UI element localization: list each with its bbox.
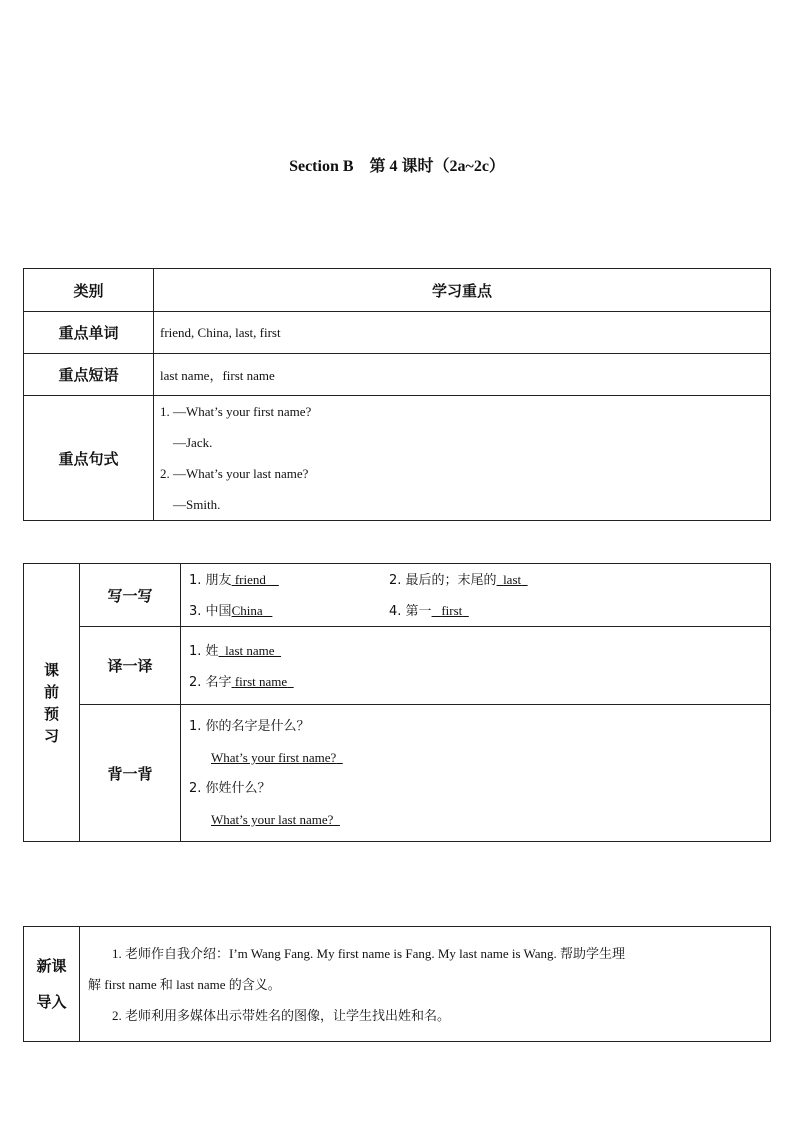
answer-text: first xyxy=(441,603,463,618)
section-label-translate: 译一译 xyxy=(80,627,181,705)
table-row xyxy=(24,564,771,627)
list-item xyxy=(189,804,770,835)
table-row xyxy=(24,627,771,705)
intro-paragraph: 1. 老师作自我介绍：I’m Wang Fang. My first name is Fang. My last name is Wang. 帮助学生理 xyxy=(112,945,626,961)
sentence-line: 1. —What’s your first name? xyxy=(160,404,312,419)
answer-text: last name xyxy=(225,642,275,658)
header-key-points: 学习重点 xyxy=(154,269,771,312)
sentence-line: —Jack. xyxy=(160,435,213,450)
section-content-translate xyxy=(181,627,771,705)
answer-text: friend xyxy=(234,572,266,587)
answer-text: What’s your first name? xyxy=(211,750,337,765)
list-item: 1. 你的名字是什么？ xyxy=(189,719,310,734)
table-row xyxy=(24,354,771,396)
list-item: 3. 中国China xyxy=(189,603,263,619)
section-label-write: 写一写 xyxy=(80,564,181,627)
intro-table xyxy=(23,926,771,1042)
intro-paragraph: 2. 老师利用多媒体出示带姓名的图像，让学生找出姓和名。 xyxy=(112,1007,451,1023)
list-item: 1. 朋友 friend xyxy=(189,572,266,588)
section-content-recite xyxy=(181,705,771,842)
answer-text: What’s your last name? xyxy=(211,812,334,827)
side-label-preview xyxy=(24,564,80,842)
list-item: 4. 第一 first xyxy=(389,603,463,619)
table-row xyxy=(24,312,771,354)
preview-table xyxy=(23,563,771,842)
page-title: Section B 第 4 课时（2a~2c） xyxy=(289,158,505,175)
side-label-text: 课前预习 xyxy=(43,660,59,745)
key-points-table xyxy=(23,268,771,521)
intro-label xyxy=(24,927,80,1042)
answer-text: last xyxy=(503,572,522,587)
list-item: 2. 名字 first name xyxy=(189,673,288,690)
intro-label-line: 导入 xyxy=(36,993,67,1011)
table-row xyxy=(24,705,771,842)
row-content-phrases: last name，first name xyxy=(154,354,771,396)
answer-text: China xyxy=(231,603,263,618)
row-label-phrases: 重点短语 xyxy=(24,354,154,396)
list-item: 2. 你姓什么？ xyxy=(189,781,271,796)
list-item xyxy=(189,742,770,773)
list-item: 2. 最后的；末尾的 last xyxy=(389,572,522,588)
row-content-sentences xyxy=(154,396,771,521)
section-content-write xyxy=(181,564,771,627)
row-label-words: 重点单词 xyxy=(24,312,154,354)
row-label-sentences: 重点句式 xyxy=(24,396,154,521)
intro-label-line: 新课 xyxy=(36,957,67,975)
row-content-words: friend, China, last, first xyxy=(154,312,771,354)
header-category: 类别 xyxy=(24,269,154,312)
sentence-line: —Smith. xyxy=(160,497,221,512)
table-row xyxy=(24,396,771,521)
intro-content xyxy=(80,927,771,1042)
table-header-row xyxy=(24,269,771,312)
section-label-recite: 背一背 xyxy=(80,705,181,842)
intro-paragraph: 解 first name 和 last name 的含义。 xyxy=(88,976,281,992)
table-row xyxy=(24,927,771,1042)
answer-text: first name xyxy=(234,673,288,689)
sentence-line: 2. —What’s your last name? xyxy=(160,466,309,481)
list-item: 1. 姓 last name xyxy=(189,642,275,659)
